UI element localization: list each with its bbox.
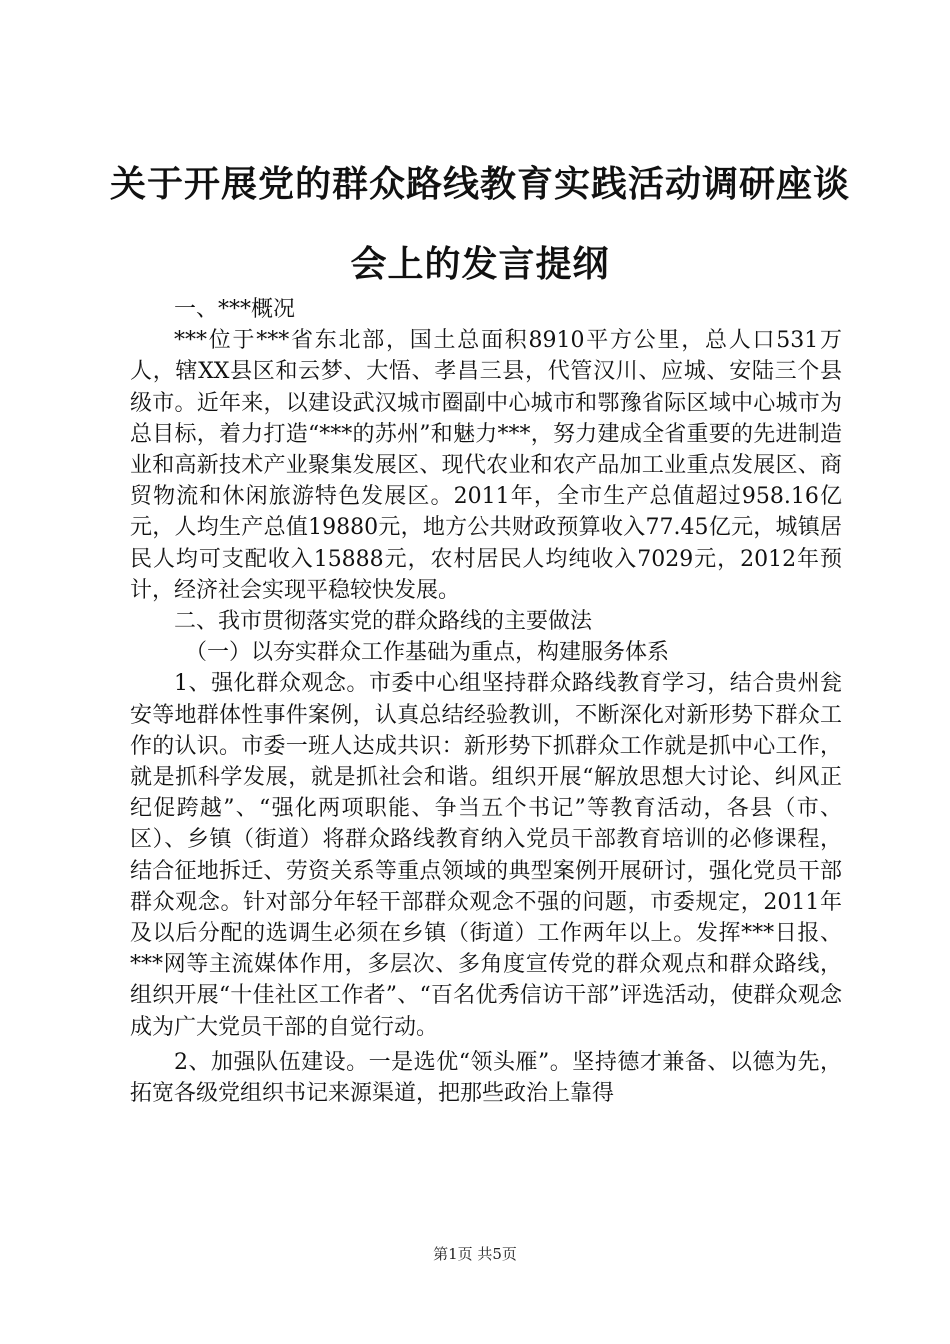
section-1-paragraph: ***位于***省东北部，国土总面积8910平方公里，总人口531万人，辖XX县区和云梦、大悟、孝昌三县，代管汉川、应城、安陆三个县级市。近年来，以建设武汉城市圈副中心城市和鄂豫省际区域中心城市为总目标，着力打造“***的苏州”和魅力***，努力建成全省重要的先进制造业和高新技术产业聚集发展区、现代农业和农产品加工业重点发展区、商贸物流和休闲旅游特色发展区。2011年，全市生产总值超过958.16亿元，人均生产总值19880元，地方公共财政预算收入77.45亿元，城镇居民人均可支配收入15888元，农村居民人均纯收入7029元，2012年预计，经济社会实现平稳较快发展。: [130, 328, 843, 603]
item-1-paragraph: 1、强化群众观念。市委中心组坚持群众路线教育学习，结合贵州瓮安等地群体性事件案例，认真总结经验教训，不断深化对新形势下群众工作的认识。市委一班人达成共识：新形势下抓群众工作就是抓中心工作，就是抓科学发展，就是抓社会和谐。组织开展“解放思想大讨论、纠风正纪促跨越”、“强化两项职能、争当五个书记”等教育活动，各县（市、区）、乡镇（街道）将群众路线教育纳入党员干部教育培训的必修课程，结合征地拆迁、劳资关系等重点领域的典型案例开展研讨，强化党员干部群众观念。针对部分年轻干部群众观念不强的问题，市委规定，2011年及以后分配的选调生必须在乡镇（街道）工作两年以上。发挥***日报、***网等主流媒体作用，多层次、多角度宣传党的群众观点和群众路线，组织开展“十佳社区工作者”、“百名优秀信访干部”评选活动，使群众观念成为广大党员干部的自觉行动。: [130, 671, 842, 1040]
document-title-line-1: 关于开展党的群众路线教育实践活动调研座谈: [110, 163, 851, 205]
document-title-line-2: 会上的发言提纲: [350, 243, 610, 285]
section-2-heading: 二、我市贯彻落实党的群众路线的主要做法: [174, 609, 593, 635]
section-1-heading: 一、***概况: [174, 297, 296, 322]
subsection-1-heading: （一）以夯实群众工作基础为重点，构建服务体系: [185, 640, 670, 666]
page-number-footer: 第1页 共5页: [433, 1245, 517, 1263]
item-2-paragraph: 2、加强队伍建设。一是选优“领头雁”。坚持德才兼备、以德为先，拓宽各级党组织书记来源渠道，把那些政治上靠得: [130, 1049, 842, 1107]
document-body: [130, 294, 842, 1109]
